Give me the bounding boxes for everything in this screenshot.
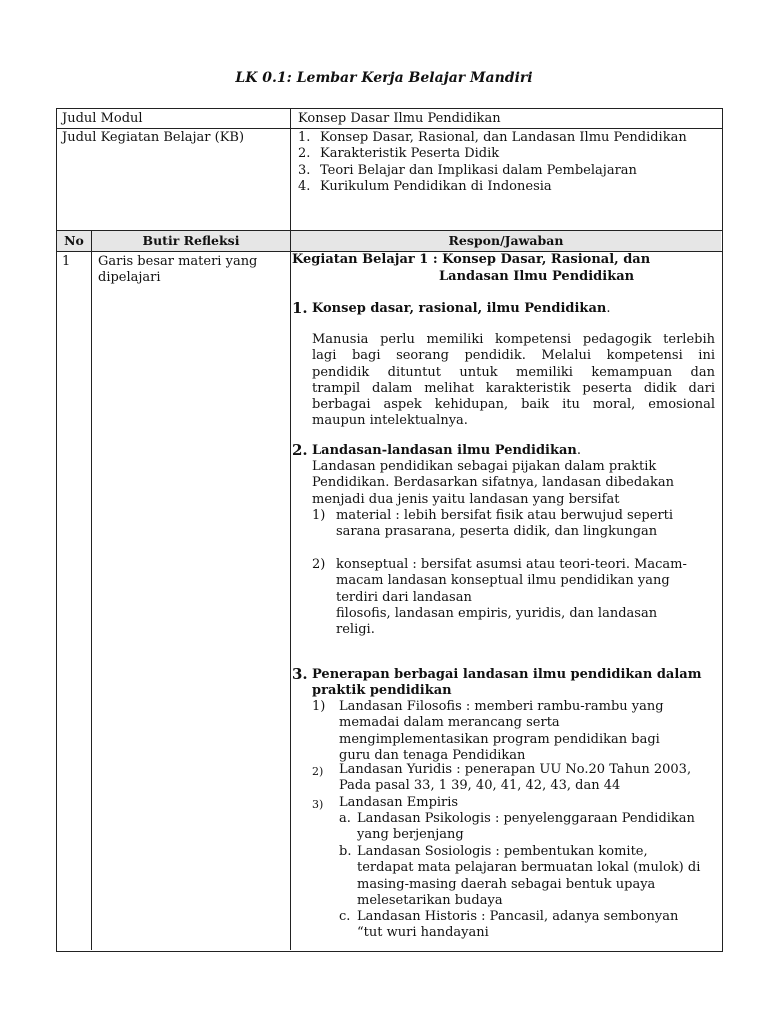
judul-modul-value: Konsep Dasar Ilmu Pendidikan <box>298 111 501 126</box>
kb-heading-line2: Landasan Ilmu Pendidikan <box>439 269 635 284</box>
section-3-sub-b: Landasan Sosiologis : pembentukan komite, terdapat mata pelajaran bermuatan lokal (mulok) di masing-masing daerah sebagai bentuk upaya melesetarikan budaya <box>357 844 701 908</box>
section-2-item-1: material : lebih bersifat fisik atau berwujud seperti sarana prasarana, peserta didik, dan lingkungan <box>336 508 674 540</box>
section-3-item-2-number: 2) <box>312 765 324 778</box>
butir-refleksi-line2: dipelajari <box>98 270 161 285</box>
butir-refleksi-line1: Garis besar materi yang <box>98 254 258 269</box>
section-3-item-3-number: 3) <box>312 798 324 811</box>
judul-modul-label: Judul Modul <box>62 111 143 126</box>
header-butir-refleksi: Butir Refleksi <box>142 233 240 248</box>
section-3-sub-c-number: c. <box>339 909 351 924</box>
section-2-item-1-number: 1) <box>312 508 326 523</box>
section-3-item-2: Landasan Yuridis : penerapan UU No.20 Tahun 2003, Pada pasal 33, 1 39, 40, 41, 42, 43, dan 44 <box>339 762 692 794</box>
list-item: 4. Kurikulum Pendidikan di Indonesia <box>298 178 552 194</box>
column-divider <box>290 230 291 950</box>
section-3-sub-c: Landasan Historis : Pancasil, adanya sembonyan “tut wuri handayani <box>357 909 679 941</box>
section-3-item-1-number: 1) <box>312 699 326 714</box>
section-3-number: 3. <box>292 665 308 683</box>
section-3-sub-a: Landasan Psikologis : penyelenggaraan Pendidikan yang berjenjang <box>357 811 695 843</box>
section-1-number: 1. <box>292 299 308 317</box>
list-item: 1. Konsep Dasar, Rasional, dan Landasan Ilmu Pendidikan <box>298 130 687 145</box>
header-no: No <box>64 233 84 248</box>
page-title: LK 0.1: Lembar Kerja Belajar Mandiri <box>235 70 533 86</box>
list-item: 3. Teori Belajar dan Implikasi dalam Pembelajaran <box>298 162 637 178</box>
section-2-number: 2. <box>292 441 308 459</box>
section-2-heading: Landasan-landasan ilmu Pendidikan. <box>312 443 582 458</box>
section-1-heading: Konsep dasar, rasional, ilmu Pendidikan. <box>312 301 611 316</box>
section-1-paragraph: Manusia perlu memiliki kompetensi pedagogik terlebih lagi bagi seorang pendidik. Melalui kompetensi ini pendidik dituntut untuk memiliki kemampuan dan trampil dalam melihat karakteristik peserta didik dari berbagai aspek kehidupan, baik itu moral, emosional maupun intelektualnya. <box>312 332 715 429</box>
header-respon-jawaban: Respon/Jawaban <box>448 233 564 248</box>
row-number: 1 <box>62 254 71 269</box>
section-2-item-2-number: 2) <box>312 557 326 572</box>
kb-list <box>298 130 687 195</box>
section-3-sub-a-number: a. <box>339 811 351 826</box>
section-3-heading-line1: Penerapan berbagai landasan ilmu pendidikan dalam <box>312 667 702 682</box>
section-3-sub-b-number: b. <box>339 844 352 859</box>
row-divider <box>56 230 722 231</box>
column-divider <box>91 230 92 950</box>
section-3-item-1: Landasan Filosofis : memberi rambu-rambu yang memadai dalam merancang serta mengimplementasikan program pendidikan bagi guru dan tenaga Pendidikan <box>339 699 664 763</box>
row-divider <box>56 128 722 129</box>
section-3-heading-line2: praktik pendidikan <box>312 683 452 698</box>
column-divider <box>290 108 291 231</box>
list-item: 2. Karakteristik Peserta Didik <box>298 146 500 162</box>
kb-heading-line1: Kegiatan Belajar 1 : Konsep Dasar, Rasional, dan <box>292 252 651 267</box>
section-2-paragraph: Landasan pendidikan sebagai pijakan dalam praktik Pendidikan. Berdasarkan sifatnya, landasan dibedakan menjadi dua jenis yaitu landasan yang bersifat <box>312 459 674 507</box>
section-3-item-3: Landasan Empiris <box>339 795 459 810</box>
section-2-item-2: konseptual : bersifat asumsi atau teori-teori. Macam- macam landasan konseptual ilmu pendidikan yang terdiri dari landasan filosofis, landasan empiris, yuridis, dan landasan religi. <box>336 557 687 638</box>
judul-kb-label: Judul Kegiatan Belajar (KB) <box>62 130 245 145</box>
